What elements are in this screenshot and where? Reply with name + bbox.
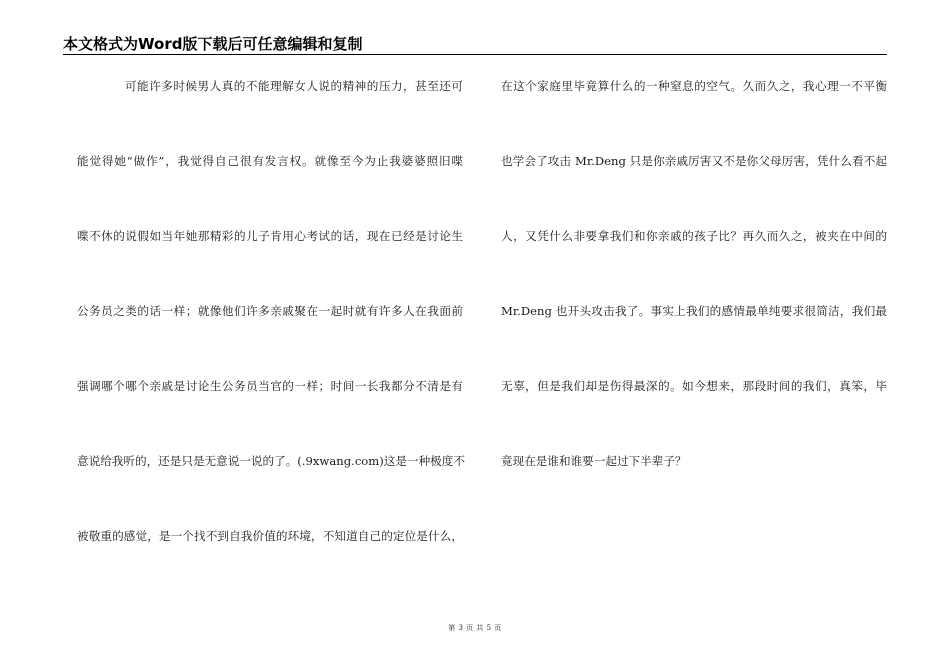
paragraph-line: 喋不休的说假如当年她那精彩的儿子肯用心考试的话，现在已经是讨论生 (77, 229, 463, 243)
paragraph-line: Mr.Deng 也开头攻击我了。事实上我们的感情最单纯要求很简洁，我们最 (501, 304, 887, 318)
paragraph-line: 公务员之类的话一样；就像他们许多亲戚聚在一起时就有许多人在我面前 (77, 304, 463, 318)
paragraph-line: 人，又凭什么非要拿我们和你亲戚的孩子比？再久而久之，被夹在中间的 (501, 229, 887, 243)
paragraph-line-last: 竟现在是谁和谁要一起过下半辈子？ (501, 454, 687, 468)
paragraph-line: 也学会了攻击 Mr.Deng 只是你亲戚厉害又不是你父母厉害，凭什么看不起 (501, 154, 887, 168)
paragraph-line: 意说给我听的，还是只是无意说一说的了。(.9xwang.com)这是一种极度不 (77, 454, 465, 468)
paragraph-line: 无辜，但是我们却是伤得最深的。如今想来，那段时间的我们，真笨，毕 (501, 379, 887, 393)
paragraph-line: 在这个家庭里毕竟算什么的一种窒息的空气。久而久之，我心理一不平衡 (501, 79, 887, 93)
document-header-title: 本文格式为Word版下载后可任意编辑和复制 (63, 35, 363, 53)
page-number-footer: 第 3 页 共 5 页 (448, 624, 502, 632)
paragraph-line: 可能许多时候男人真的不能理解女人说的精神的压力，甚至还可 (125, 79, 463, 93)
header-divider (63, 54, 887, 55)
paragraph-line: 强调哪个哪个亲戚是讨论生公务员当官的一样；时间一长我都分不清是有 (77, 379, 463, 393)
paragraph-line: 能觉得她“做作”，我觉得自己很有发言权。就像至今为止我婆婆照旧喋 (77, 154, 463, 168)
paragraph-line: 被敬重的感觉，是一个找不到自我价值的环境，不知道自己的定位是什么， (77, 529, 463, 543)
